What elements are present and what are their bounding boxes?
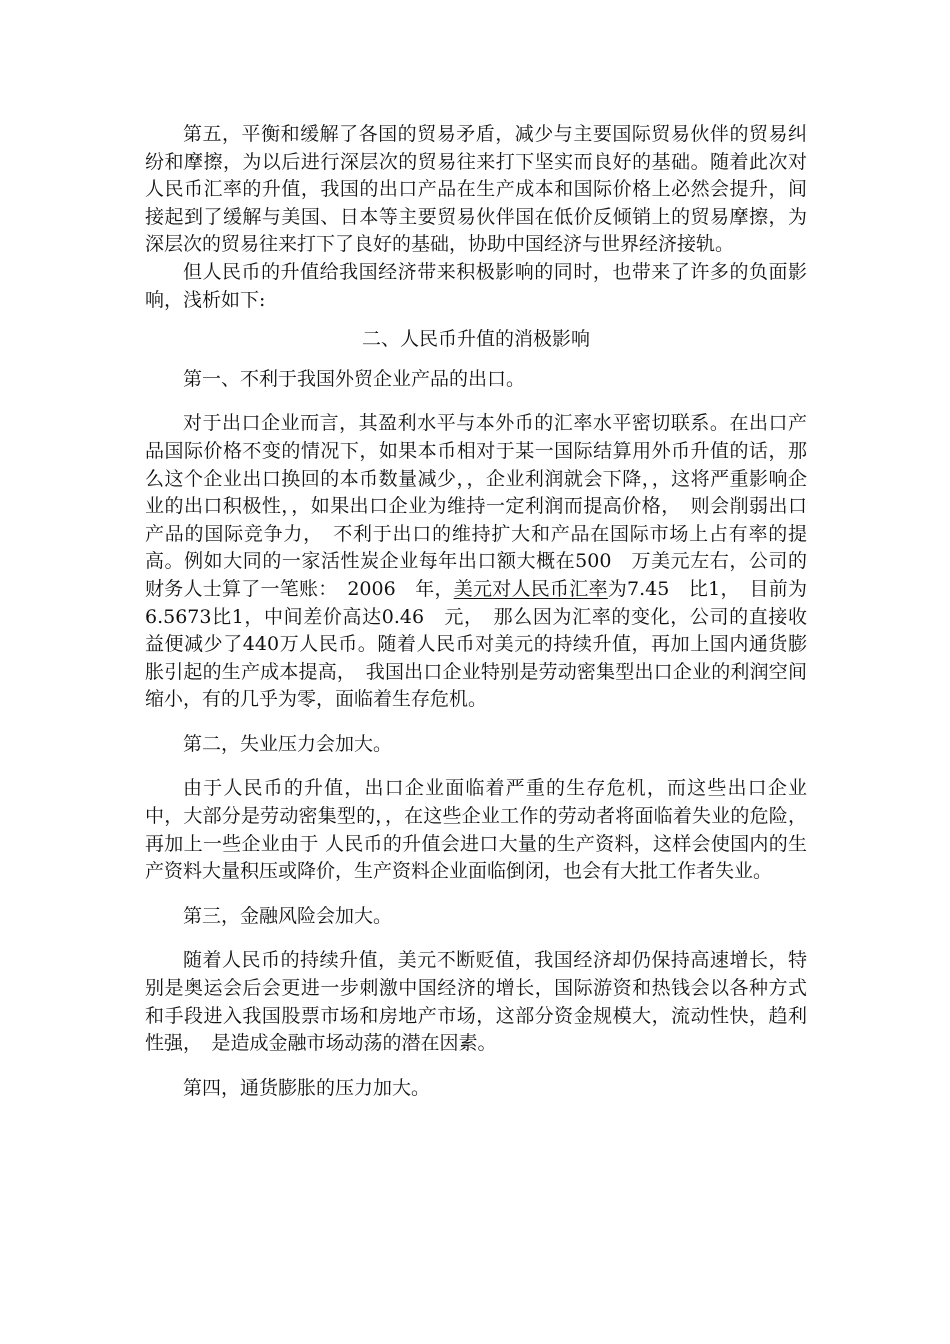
paragraph-financial-risk: 随着人民币的持续升值，美元不断贬值，我国经济却仍保持高速增长，特别是奥运会后会更进一步刺激中国经济的增长，国际游资和热钱会以各种方式和手段进入我国股票市场和房地产市场，这部分资金规模大，流动性快，趋利性强， 是造成金融市场动荡的潜在因素。 — [145, 949, 807, 1055]
spacer — [145, 714, 807, 731]
spacer — [145, 758, 807, 775]
exchange-rate-link[interactable]: 美元对人民币汇率 — [453, 577, 608, 600]
heading-fourth: 第四，通货膨胀的压力加大。 — [183, 1076, 431, 1099]
spacer — [145, 314, 807, 326]
paragraph-text: 为7.45 比1， 目前为6.5673比1，中间差价高达0.46 元， 那么因为汇率的变化，公司的直接收益便减少了440万人民币。随着人民币对美元的持续升值，再加上国内通货膨胀引起的生产成本提高， 我国出口企业特别是劳动密集型出口企业的利润空间缩小，有的几乎为零，面临着生存危机。 — [145, 577, 807, 711]
paragraph-transition: 但人民币的升值给我国经济带来积极影响的同时，也带来了许多的负面影响，浅析如下: — [145, 260, 807, 311]
heading-first: 第一、不利于我国外贸企业产品的出口。 — [183, 367, 526, 390]
paragraph-text: 对于出口企业而言，其盈利水平与本外币的汇率水平密切联系。在出口产品国际价格不变的情况下，如果本币相对于某一国际结算用外币升值的话，那么这个企业出口换回的本币数量减少，，企业利润就会下降，，这将严重影响企业的出口积极性，，如果出口企业为维持一定利润而提高价格， 则会削弱出口产品的国际竞争力， 不利于出口的维持扩大和产品在国际市场上占有率的提高。例如大同的一家活性炭企业每年出口额大概在500 万美元左右，公司的财务人士算了一笔账： 2006 年， — [145, 412, 807, 600]
spacer — [145, 930, 807, 947]
paragraph-fifth-point: 第五，平衡和缓解了各国的贸易矛盾，减少与主要国际贸易伙伴的贸易纠纷和摩擦，为以后进行深层次的贸易往来打下坚实而良好的基础。随着此次对人民币汇率的升值，我国的出口产品在生产成本和国际价格上必然会提升，间接起到了缓解与美国、日本等主要贸易伙伴国在低价反倾销上的贸易摩擦，为深层次的贸易往来打下了良好的基础，协助中国经济与世界经济接轨。 — [145, 123, 807, 256]
section-title: 二、人民币升值的消极影响 — [361, 328, 590, 351]
spacer — [145, 886, 807, 903]
spacer — [145, 354, 807, 366]
heading-second: 第二，失业压力会加大。 — [183, 732, 393, 755]
heading-third: 第三，金融风险会加大。 — [183, 904, 393, 927]
document-page — [145, 121, 807, 1102]
paragraph-unemployment: 由于人民币的升值，出口企业面临着严重的生存危机，而这些出口企业中，大部分是劳动密集型的，，在这些企业工作的劳动者将面临着失业的危险，再加上一些企业由于 人民币的升值会进口大量的生产资料，这样会使国内的生产资料大量积压或降价，生产资料企业面临倒闭，也会有大批工作者失业。 — [145, 777, 807, 883]
spacer — [145, 393, 807, 410]
paragraph-export-impact — [145, 410, 807, 714]
spacer — [145, 1058, 807, 1075]
